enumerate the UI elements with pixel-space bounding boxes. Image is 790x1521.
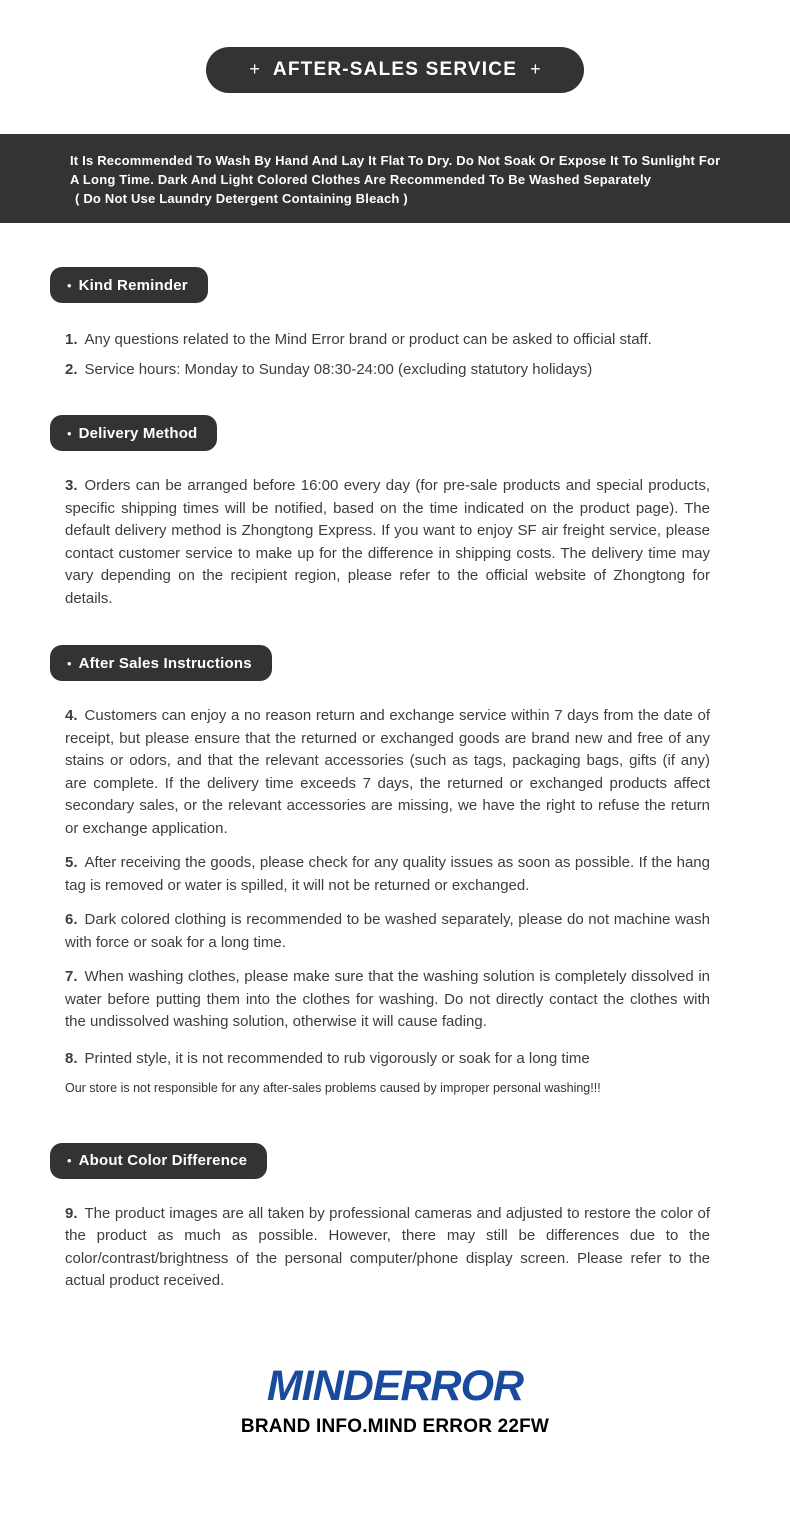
item-number: 8. [65,1049,78,1067]
minderror-logo: MINDERROR [266,1361,524,1410]
item-number: 1. [65,331,78,348]
washing-notice-banner [0,134,790,223]
bullet-icon: • [67,277,72,293]
brand-info-tagline: BRAND INFO.MIND ERROR 22FW [240,1415,550,1437]
notice-line: ( Do Not Use Laundry Detergent Containing Bleach ) [75,191,408,206]
item-text: The product images are all taken by professional cameras and adjusted to restore the color of the product as much as possible. However, there may still be differences due to the color/contrast/brightness of the personal computer/phone display screen. Please refer to the actual product received. [65,1204,710,1289]
section-items [50,475,710,610]
section-label: Kind Reminder [78,276,188,294]
list-item [65,909,710,954]
section-label: After Sales Instructions [78,654,252,672]
section-kind-reminder [50,267,710,382]
item-text: Service hours: Monday to Sunday 08:30-24:00 (excluding statutory holidays) [84,361,593,378]
item-number: 9. [65,1204,78,1222]
notice-line: A Long Time. Dark And Light Colored Clothes Are Recommended To Be Washed Separately [70,172,652,187]
section-items [50,327,710,382]
bullet-icon: • [67,1153,72,1168]
list-item [65,475,710,610]
notice-line: It Is Recommended To Wash By Hand And Lay It Flat To Dry. Do Not Soak Or Expose It To Sunlight For [70,153,721,168]
list-item [65,1203,710,1293]
item-number: 2. [65,361,78,378]
section-heading-kind-reminder [50,267,208,303]
item-number: 6. [65,911,78,928]
section-label: About Color Difference [78,1152,248,1169]
list-item [65,357,710,382]
item-text: After receiving the goods, please check for any quality issues as soon as possible. If the hang tag is removed or water is spilled, it will not be returned or exchanged. [65,854,710,894]
item-number: 5. [65,854,78,871]
list-item [65,705,710,840]
bullet-icon: • [67,655,72,671]
section-delivery-method [50,415,710,610]
section-heading-delivery-method [50,415,217,451]
section-items [50,705,710,1096]
section-items [50,1203,710,1293]
item-text: Dark colored clothing is recommended to be washed separately, please do not machine wash with force or soak for a long time. [65,911,710,951]
section-after-sales-instructions [50,645,710,1096]
item-text: Customers can enjoy a no reason return and exchange service within 7 days from the date of receipt, but please ensure that the returned or exchanged goods are brand new and free of any stains or odors, and that the relevant accessories (such as tags, packaging bags, gifts (if any) are complete. If the delivery time exceeds 7 days, the returned or exchanged products affect secondary sales, or the relevant accessories are missing, we have the right to refuse the return or exchange application. [65,707,710,837]
item-text: Printed style, it is not recommended to rub vigorously or soak for a long time [84,1049,590,1067]
washing-disclaimer-note: Our store is not responsible for any after-sales problems caused by improper personal washing!!! [65,1080,601,1095]
list-item [65,852,710,897]
item-number: 4. [65,707,78,724]
content [0,267,790,1293]
item-text: When washing clothes, please make sure that the washing solution is completely dissolved in water before putting them into the clothes for washing. Do not directly contact the clothes with the undissolved washing solution, otherwise it will cause fading. [65,968,710,1030]
list-item [65,966,710,1034]
footer [0,1363,790,1438]
section-about-color-difference [50,1143,710,1293]
plus-decoration-right: + [530,58,541,79]
header [0,0,790,93]
item-text: Any questions related to the Mind Error brand or product can be asked to official staff. [84,331,652,348]
item-number: 3. [65,477,78,494]
item-number: 7. [65,968,78,985]
section-heading-after-sales-instructions [50,645,272,681]
item-text: Orders can be arranged before 16:00 every day (for pre-sale products and special products, specific shipping times will be notified, based on the time indicated on the product page). The default delivery method is Zhongtong Express. If you want to enjoy SF air freight service, please contact customer service to make up for the difference in shipping costs. The delivery time may vary depending on the recipient region, please refer to the official website of Zhongtong for details. [65,477,710,607]
page-title: AFTER-SALES SERVICE [272,59,518,80]
section-heading-about-color-difference [50,1143,267,1179]
after-sales-service-title-pill [206,47,583,93]
plus-decoration-left: + [249,58,260,79]
list-item [65,1046,710,1071]
list-item [65,327,710,352]
section-label: Delivery Method [78,424,198,442]
bullet-icon: • [67,425,72,441]
